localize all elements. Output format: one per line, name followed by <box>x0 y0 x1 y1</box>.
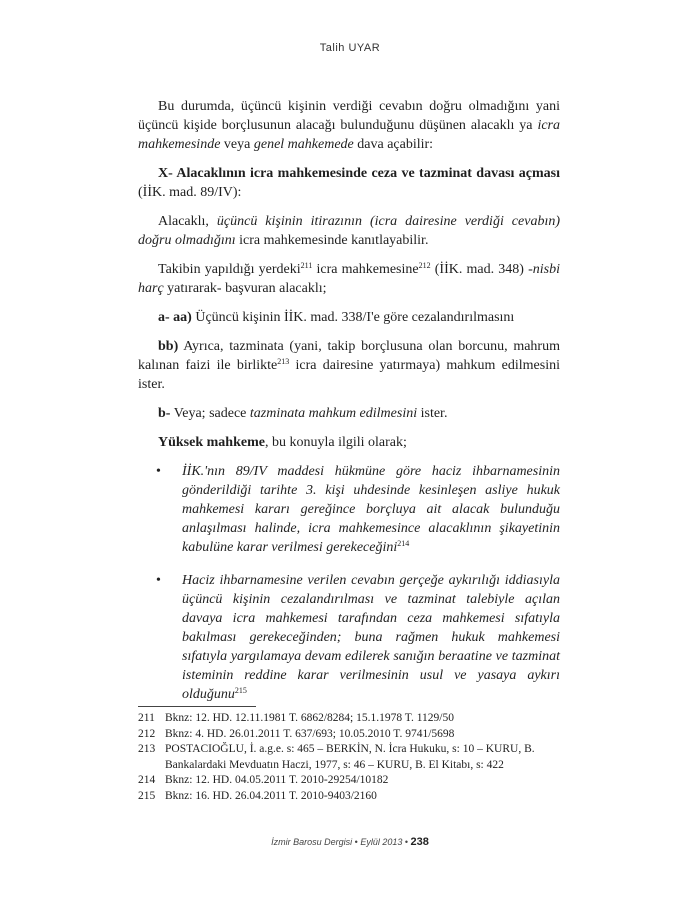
bullet-icon: • <box>156 573 161 588</box>
page-footer: İzmir Barosu Dergisi • Eylül 2013 • 238 <box>271 836 429 848</box>
footnote-ref-211: 211 <box>300 261 313 270</box>
footnote-item: 215 Bknz: 16. HD. 26.04.2011 T. 2010-9403/2160 <box>138 789 377 802</box>
list-item: • Haciz ihbarnamesine verilen cevabın gerçeğe aykırılığı iddiasıyla üçüncü kişinin cezalandırılması ve tazminat talebiyle açılan davaya icra mahkemesi tarafından ceza mahkemesi sıfatıyla bakılması gerekeceğinden; buna rağmen hukuk mahkemesi sıfatıyla yargılamaya devam edilerek sanığın beraatine ve tazminat isteminin reddine karar verilmesinin usul ve yasaya aykırı olduğunu$^{215}$ <box>156 573 560 702</box>
paragraph-1: Bu durumda, üçüncü kişinin verdiği cevabın doğru olmadığını yani üçüncü kişide borçlusunun alacağı bulunduğunu düşünen alacaklı ya icra mahkemesinde veya genel mahkemede dava açabilir: <box>138 99 560 152</box>
footnote-ref-215: 215 <box>234 686 247 695</box>
list-item: • İİK.'nın 89/IV maddesi hükmüne göre haciz ihbarnamesinin gönderildiği tarihte 3. kişi uhdesinde kesinleşen asliye hukuk mahkemesi kararı gereğince borçluya ait alacak bulunduğu anlaşılması halinde, icra mahkemesince alacaklının şikayetinin kabulüne karar verilmesi gerekeceğini$^{214}$ <box>156 464 560 555</box>
paragraph-yuksek-mahkeme: Yüksek mahkeme, bu konuyla ilgili olarak; <box>158 435 407 450</box>
paragraph-3: Alacaklı, üçüncü kişinin itirazının (icra dairesine verdiği cevabın) doğru olmadığını icra mahkemesinde kanıtlayabilir. <box>138 214 561 248</box>
paragraph-bb: bb) Ayrıca, tazminata (yani, takip borçlusuna olan borcunu, mahrum kalınan faizi ile birlikte$^{213}$ icra dairesine yatırmaya) mahkum edilmesini ister. <box>138 339 560 392</box>
body-text <box>138 97 560 718</box>
bullet-list <box>138 462 560 704</box>
footnote-ref-212: 212 <box>418 261 431 270</box>
paragraph-b: b- Veya; sadece tazminata mahkum edilmesini ister. <box>158 406 448 421</box>
footnote-item: 212 Bknz: 4. HD. 26.01.2011 T. 637/693; 10.05.2010 T. 9741/5698 <box>138 727 455 740</box>
footnote-ref-213: 213 <box>277 357 290 366</box>
footnote-item: 213 POSTACIOĞLU, İ. a.g.e. s: 465 – BERKİN, N. İcra Hukuku, s: 10 – KURU, B. Bankalardaki Mevduatın Haczi, 1977, s: 46 – KURU, B. El Kitabı, s: 422 <box>138 743 535 771</box>
bullet-icon: • <box>156 464 161 479</box>
footnote-item: 214 Bknz: 12. HD. 04.05.2011 T. 2010-29254/10182 <box>138 774 389 786</box>
footnotes <box>138 711 568 804</box>
paragraph-a-aa: a- aa) Üçüncü kişinin İİK. mad. 338/I'e göre cezalandırılmasını <box>158 310 515 325</box>
footnote-separator <box>138 706 256 707</box>
paragraph-4: Takibin yapıldığı yerdeki$^{211}$ icra mahkemesine$^{212}$ (İİK. mad. 348) -nisbi harç yatırarak- başvuran alacaklı; <box>138 261 560 296</box>
journal-name: İzmir Barosu Dergisi <box>271 837 353 847</box>
issue-date: Eylül 2013 <box>360 837 403 847</box>
footnote-ref-214: 214 <box>397 539 410 548</box>
running-header-author: Talih UYAR <box>319 42 381 54</box>
section-heading-x: X- Alacaklının icra mahkemesinde ceza ve tazminat davası açması (İİK. mad. 89/IV): <box>138 166 560 200</box>
footnote-item: 211 Bknz: 12. HD. 12.11.1981 T. 6862/8284; 15.1.1978 T. 1129/50 <box>138 712 454 724</box>
page-number: 238 <box>410 836 429 848</box>
